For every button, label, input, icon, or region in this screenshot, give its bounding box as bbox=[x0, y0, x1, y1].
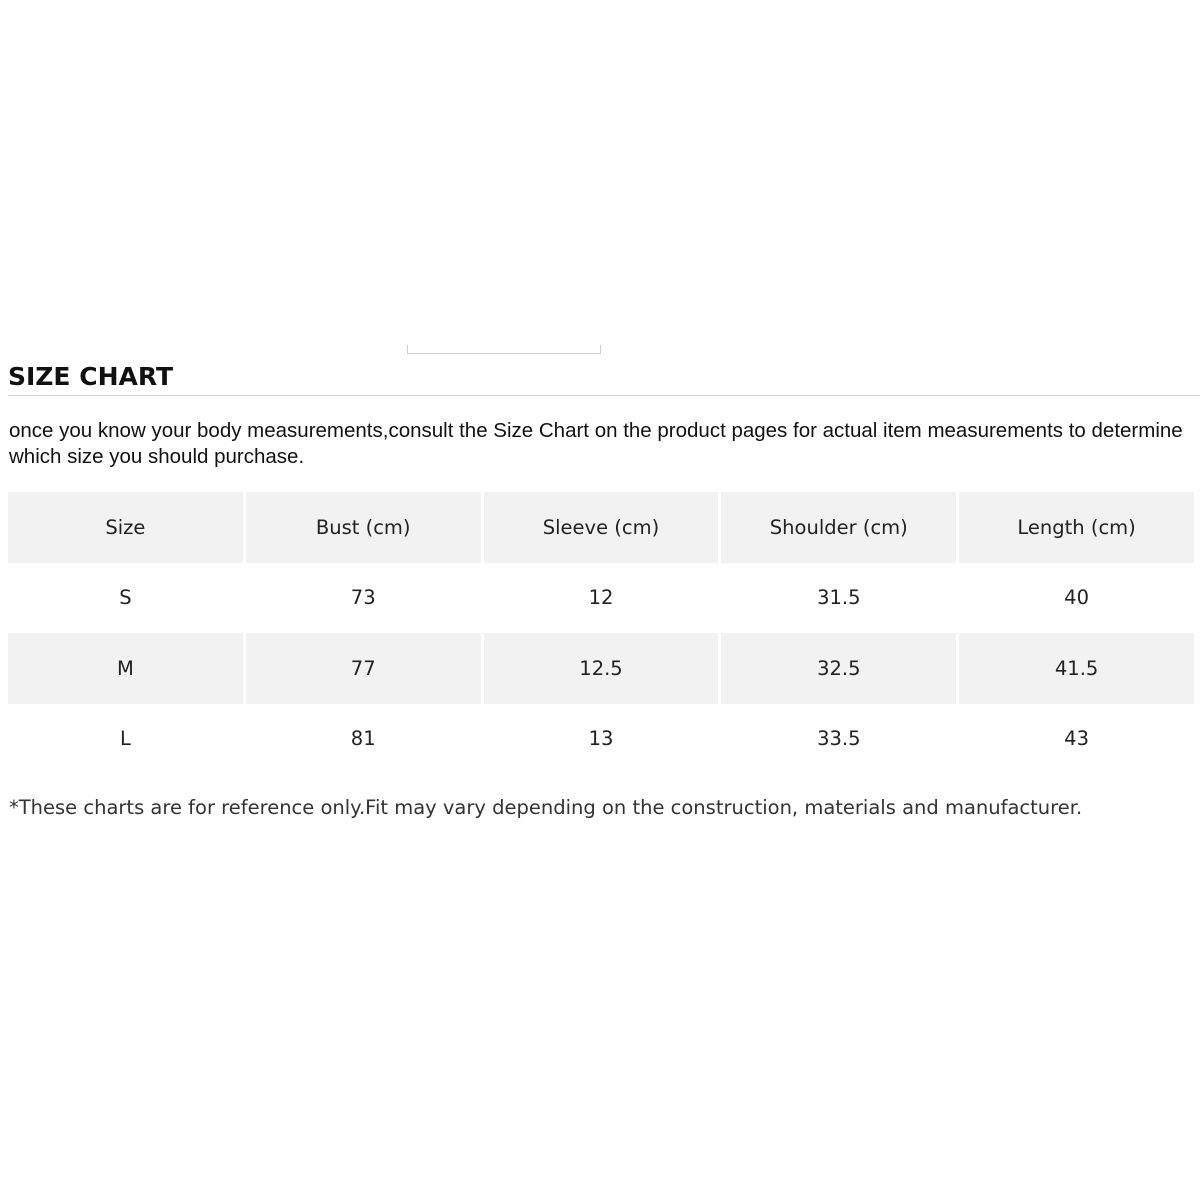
table-row bbox=[8, 563, 1194, 634]
cell-size: S bbox=[8, 563, 243, 634]
cell-length: 40 bbox=[959, 563, 1194, 634]
page-title: SIZE CHART bbox=[8, 362, 174, 391]
table-header-row bbox=[8, 492, 1194, 563]
cell-length: 43 bbox=[959, 704, 1194, 775]
cell-sleeve: 12 bbox=[484, 563, 719, 634]
header-length: Length (cm) bbox=[959, 492, 1194, 563]
cell-shoulder: 32.5 bbox=[721, 633, 956, 704]
cell-sleeve: 12.5 bbox=[484, 633, 719, 704]
header-size: Size bbox=[8, 492, 243, 563]
cell-shoulder: 31.5 bbox=[721, 563, 956, 634]
cell-size: L bbox=[8, 704, 243, 775]
cell-bust: 77 bbox=[246, 633, 481, 704]
cell-shoulder: 33.5 bbox=[721, 704, 956, 775]
top-bracket-divider bbox=[407, 345, 601, 354]
cell-sleeve: 13 bbox=[484, 704, 719, 775]
header-bust: Bust (cm) bbox=[246, 492, 481, 563]
cell-bust: 73 bbox=[246, 563, 481, 634]
footnote-text: *These charts are for reference only.Fit may vary depending on the construction, materials and manufacturer. bbox=[9, 796, 1083, 819]
table-row bbox=[8, 633, 1194, 704]
header-shoulder: Shoulder (cm) bbox=[721, 492, 956, 563]
intro-text: once you know your body measurements,consult the Size Chart on the product pages for actual item measurements to determine which size you should purchase. bbox=[9, 419, 1183, 468]
table-row bbox=[8, 704, 1194, 775]
size-chart-table bbox=[5, 492, 1197, 774]
header-sleeve: Sleeve (cm) bbox=[484, 492, 719, 563]
cell-bust: 81 bbox=[246, 704, 481, 775]
title-divider bbox=[8, 395, 1200, 396]
cell-size: M bbox=[8, 633, 243, 704]
cell-length: 41.5 bbox=[959, 633, 1194, 704]
